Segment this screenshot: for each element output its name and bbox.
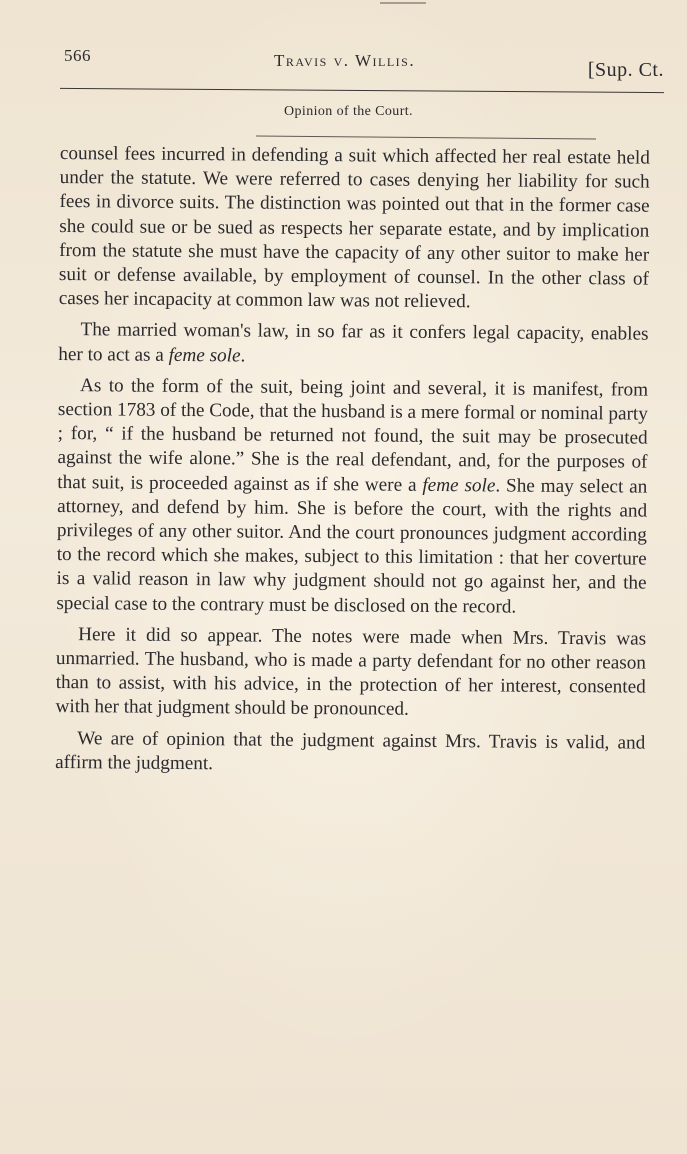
section-rule bbox=[256, 136, 596, 140]
paragraph-3-italic: feme sole bbox=[422, 474, 496, 497]
running-head bbox=[64, 40, 664, 84]
paragraph-3-text-continued: . She may select an attorney, and defend by him. She is before the court, with the rights and privileges of any other suitor. And the court pronounces judgment according to the record which she makes, subject to this limitation : that her coverture is a valid reason in law why judgment should not go against her, and the special case to the contrary must be disclosed on the record. bbox=[56, 475, 648, 618]
paragraph-3-text: As to the form of the suit, being joint and several, it is manifest, from section 1783 of the Code, that the husband is a mere formal or nominal party ; for, “ if the husband be returned not found, the suit may be prosecuted against the wife alone.” She is the real defendant, and, for the purposes of that suit, is proceeded against as if she were a bbox=[57, 374, 649, 496]
paragraph-2-text: The married woman's law, in so far as it confers legal capacity, enables her to act as a bbox=[58, 319, 649, 366]
case-title: Travis v. Willis. bbox=[274, 51, 416, 70]
opinion-text bbox=[55, 142, 650, 780]
page-number: 566 bbox=[64, 46, 91, 65]
paragraph-2-end: . bbox=[240, 345, 246, 367]
court-name: [Sup. Ct. bbox=[587, 59, 664, 81]
paragraph-2-italic: feme sole bbox=[168, 344, 241, 367]
paragraph-1: counsel fees incurred in defending a suit which affected her real estate held under the statute. We were referred to cases denying her liability for such fees in divorce suits. The distinction was pointed out that in the former case she could sue or be sued as respects her separate estate, and by implication from the statute she must have the capacity of any other suitor to make her suit or defense available, by employment of counsel. In the other class of cases her incapacity at common law was not relieved. bbox=[58, 142, 650, 313]
page-edge-mark bbox=[380, 2, 426, 4]
paragraph-4: Here it did so appear. The notes were made when Mrs. Travis was unmarried. The husband, who is made a party defendant for no other reason than to assist, with his advice, in the protection of her interest, consented with her that judgment should be pronounced. bbox=[55, 624, 647, 721]
paragraph-2 bbox=[58, 318, 648, 371]
section-heading: Opinion of the Court. bbox=[284, 104, 413, 119]
paragraph-3 bbox=[56, 374, 648, 621]
paragraph-5: We are of opinion that the judgment against Mrs. Travis is valid, and affirm the judgment. bbox=[55, 727, 646, 775]
header-rule bbox=[60, 88, 664, 93]
